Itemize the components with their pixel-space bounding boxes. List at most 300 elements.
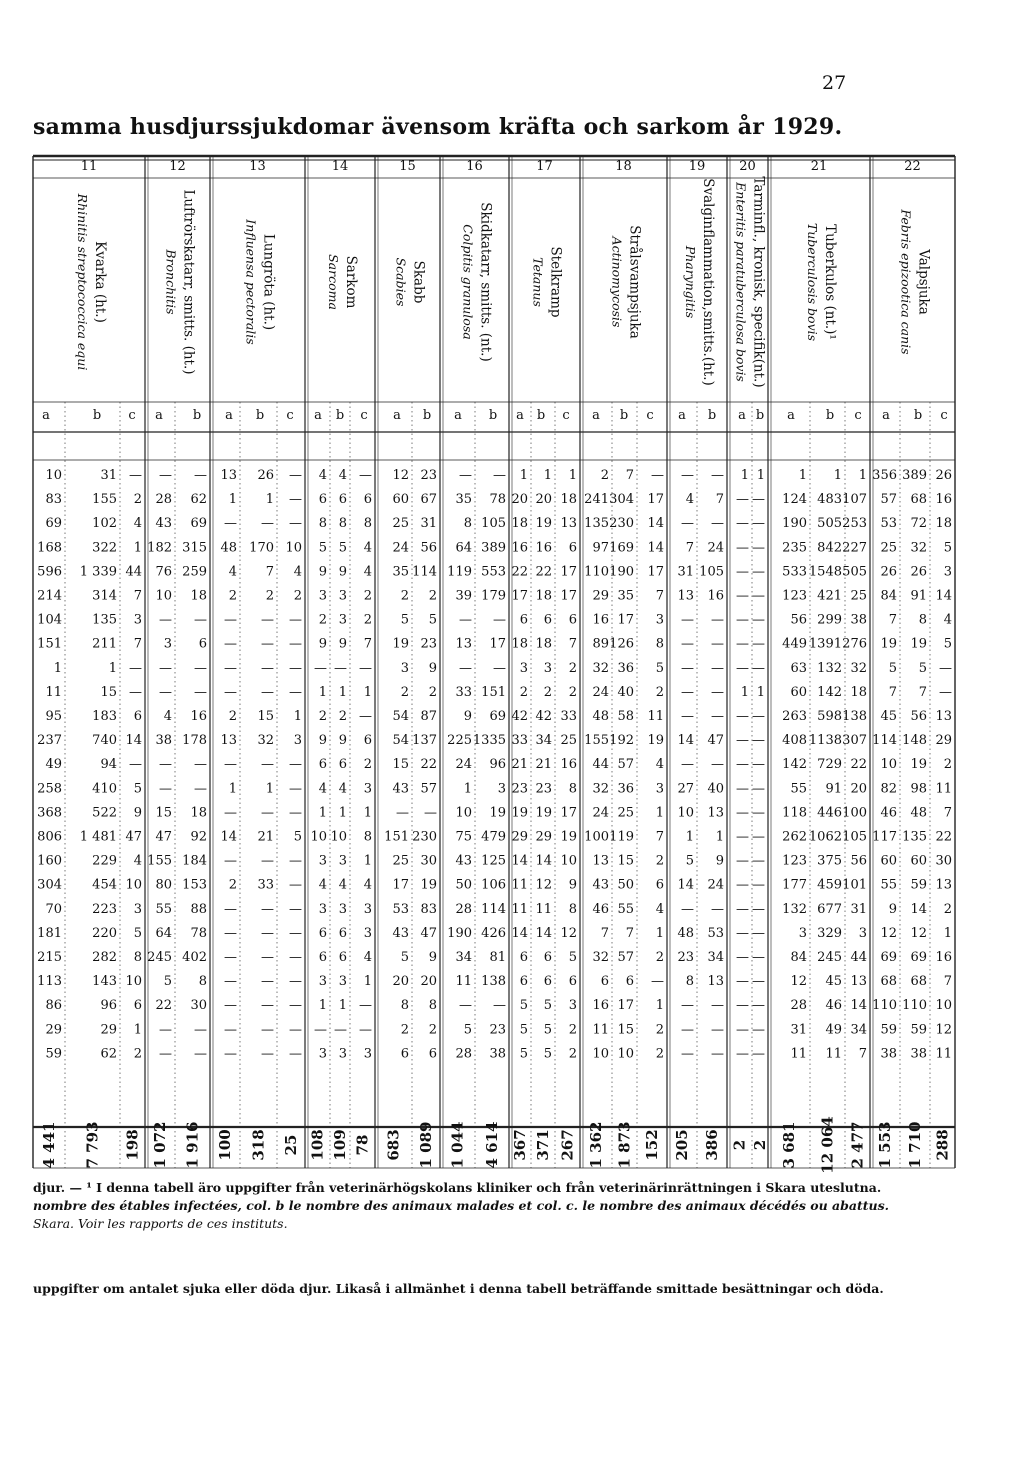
table-cell: 235 [782,540,807,556]
table-cell: — [289,853,302,869]
table-cell: 19 [535,516,552,532]
table-cell: 3 [318,974,327,990]
table-cell: 5 [519,1022,528,1038]
table-cell: 69 [910,950,927,965]
table-cell: 230 [609,516,634,532]
table-cell: 245 [817,950,842,965]
table-cell: 2 [943,757,952,773]
disease-latin-name: Scabies [393,257,409,307]
table-cell: 6 [363,492,372,508]
table-cell: 596 [37,564,62,580]
table-cell: 28 [790,998,807,1014]
table-cell: 6 [519,974,528,990]
table-cell: 5 [519,1046,528,1062]
table-cell: 17 [647,564,664,580]
table-cell: 50 [617,877,634,893]
table-cell: 82 [880,781,897,797]
table-cell: — [736,974,749,990]
table-cell: — [939,684,952,700]
table-cell: — [736,588,749,604]
table-cell: — [194,1046,207,1062]
column-letter: c [646,408,654,423]
table-cell: 18 [535,636,552,652]
group-number: 18 [615,159,632,174]
table-cell: 19 [560,829,577,845]
table-cell: 63 [790,660,807,676]
table-cell: — [752,925,765,941]
total-cell: 1 044 [448,1121,467,1169]
table-cell: 33 [257,877,274,893]
table-cell: — [752,709,765,724]
column-letter: a [42,408,50,423]
table-cell: — [261,1022,274,1038]
table-cell: 7 [265,564,274,580]
total-cell: 2 477 [848,1121,867,1169]
table-cell: 55 [155,901,172,917]
table-cell: 29 [100,1022,117,1038]
table-cell: 8 [363,516,372,532]
table-cell: 1 [133,1022,142,1038]
table-cell: — [261,757,274,773]
total-cell: 205 [673,1129,691,1161]
table-cell: — [752,733,765,749]
table-cell: — [289,636,302,652]
disease-name: Stelkramp [547,246,564,318]
table-cell: 18 [190,588,207,604]
table-cell: 5 [943,636,952,652]
table-cell: 19 [392,636,409,652]
table-cell: — [129,660,142,676]
table-cell: 35 [617,588,634,604]
table-cell: 22 [850,757,867,773]
table-cell: 57 [617,757,634,773]
table-cell: 1 [655,998,664,1014]
table-cell: 19 [489,805,506,821]
table-cell: 299 [817,612,842,628]
table-cell: 26 [935,468,952,483]
table-cell: 5 [163,974,172,990]
table-cell: — [681,612,694,628]
table-cell: 3 [363,1046,372,1062]
table-cell: — [224,516,237,532]
total-cell: 1 710 [906,1121,924,1169]
table-cell: 11 [511,901,528,917]
table-cell: 178 [182,733,207,749]
table-cell: 2 [318,709,327,724]
table-cell: 28 [455,1046,472,1062]
table-cell: 17 [617,612,634,628]
table-cell: 258 [37,781,62,797]
table-cell: 21 [535,757,552,773]
table-cell: 62 [190,492,207,508]
table-cell: 30 [935,853,952,869]
table-cell: 4 [685,492,694,508]
table-cell: — [261,974,274,990]
table-cell: 48 [592,709,609,724]
table-cell: — [681,1022,694,1038]
table-cell: 46 [592,901,609,917]
table-cell: — [681,757,694,773]
table-cell: 10 [880,757,897,773]
disease-latin-name: Influensa pectoralis [243,219,259,345]
table-cell: 6 [338,925,347,941]
table-cell: 1 [543,468,552,483]
table-cell: 151 [37,636,62,652]
table-cell: 262 [782,829,807,845]
table-cell: 13 [455,636,472,652]
table-cell: 6 [338,757,347,773]
table-cell: 5 [338,540,347,556]
table-cell: — [752,974,765,990]
table-cell: 125 [481,853,506,869]
table-cell: 22 [535,564,552,580]
table-cell: 22 [420,757,437,773]
table-cell: 7 [858,1046,867,1062]
table-cell: 22 [935,829,952,845]
table-cell: 3 [655,612,664,628]
table-cell: — [224,925,237,941]
table-cell: 56 [850,853,867,869]
table-cell: 14 [511,853,528,869]
table-cell: 1 [338,684,347,700]
table-cell: 14 [677,877,694,893]
table-cell: 29 [535,829,552,845]
table-cell: 8 [655,636,664,652]
column-letter: b [488,408,498,423]
table-cell: 17 [617,998,634,1014]
table-cell: 83 [45,492,62,508]
table-cell: — [752,588,765,604]
table-cell: 13 [220,733,237,749]
table-cell: 10 [155,588,172,604]
table-cell: 13 [677,588,694,604]
table-cell: 2 [655,1046,664,1062]
table-cell: — [681,468,694,483]
table-cell: 10 [617,1046,634,1062]
group-number: 21 [810,159,828,174]
table-cell: 19 [910,757,927,773]
table-cell: 6 [318,950,327,965]
table-cell: 22 [155,998,172,1014]
table-cell: 7 [363,636,372,652]
table-cell: 7 [888,612,897,628]
table-cell: 356 [872,468,897,483]
table-cell: 75 [455,829,472,845]
table-cell: 8 [685,974,694,990]
table-cell: 29 [511,829,528,845]
table-cell: — [752,805,765,821]
table-cell: 3 [163,636,172,652]
table-cell: 225 [447,733,472,749]
table-cell: — [129,468,142,483]
table-cell: 56 [910,709,927,724]
table-cell: 6 [600,974,609,990]
table-cell: 153 [182,877,207,893]
table-cell: — [711,901,724,917]
table-cell: 276 [842,636,867,652]
table-cell: — [129,684,142,700]
table-cell: 34 [535,733,552,749]
table-cell: 230 [412,829,437,845]
table-cell: 9 [318,564,327,580]
table-cell: — [314,1022,327,1038]
total-cell: 371 [534,1129,552,1161]
table-cell: — [651,974,664,990]
table-cell: 2 [568,1022,577,1038]
table-cell: 7 [943,805,952,821]
table-cell: — [261,901,274,917]
table-cell: 2 [133,1046,142,1062]
table-cell: — [736,660,749,676]
column-letter: b [422,408,432,423]
table-cell: 20 [392,974,409,990]
table-cell: 314 [92,588,117,604]
table-cell: 60 [880,853,897,869]
table-cell: 253 [842,516,867,532]
table-cell: 12 [392,468,409,483]
table-cell: 104 [37,612,62,628]
table-cell: 38 [850,612,867,628]
footnote-4: uppgifter om antalet sjuka eller döda djur. Likaså i allmänhet i denna tabell beträffande smittade besättningar och döda. [33,1281,884,1296]
table-cell: 3 [943,564,952,580]
table-cell: — [261,853,274,869]
table-cell: 105 [699,564,724,580]
table-cell: 12 [935,1022,952,1038]
table-cell: 6 [519,950,528,965]
table-cell: 215 [37,950,62,965]
table-cell: — [396,805,409,821]
total-cell: 78 [353,1134,372,1156]
table-cell: 14 [677,733,694,749]
table-cell: 1 [363,684,372,700]
table-cell: 806 [37,829,62,845]
table-cell: 182 [147,540,172,556]
table-cell: 45 [825,974,842,990]
table-cell: 6 [318,925,327,941]
group-number: 19 [688,159,706,174]
total-cell: 1 072 [151,1121,169,1169]
total-cell: 25 [282,1134,300,1156]
column-letter: a [225,408,233,423]
total-cell: 108 [308,1129,327,1161]
table-cell: 7 [685,540,694,556]
table-cell: — [459,660,472,676]
table-cell: 522 [92,805,117,821]
footnote-3: Skara. Voir les rapports de ces instituts. [33,1216,288,1231]
table-cell: 2 [228,709,237,724]
table-cell: 12 [880,925,897,941]
table-cell: 23 [489,1022,506,1038]
table-cell: 5 [519,998,528,1014]
table-cell: 4 [338,468,347,483]
table-cell: 135 [92,612,117,628]
table-cell: 2 [228,588,237,604]
table-cell: 28 [455,901,472,917]
table-cell: 12 [560,925,577,941]
table-cell: 3 [338,853,347,869]
table-cell: — [159,1046,172,1062]
table-cell: 64 [155,925,172,941]
table-cell: — [261,950,274,965]
table-cell: — [261,660,274,676]
table-cell: 263 [782,709,807,724]
table-cell: 2 [428,588,437,604]
table-cell: 44 [592,757,609,773]
table-cell: 11 [935,1046,952,1062]
table-cell: 5 [685,853,694,869]
table-cell: 110 [584,564,609,580]
table-cell: — [314,660,327,676]
table-cell: 1 [265,492,274,508]
table-cell: 24 [455,757,472,773]
table-cell: 31 [420,516,437,532]
table-cell: 2 [265,588,274,604]
table-cell: — [752,998,765,1014]
table-cell: 23 [420,636,437,652]
table-cell: 3 [363,901,372,917]
table-cell: 1 [108,660,117,676]
table-cell: — [359,709,372,724]
table-cell: — [752,540,765,556]
table-cell: 14 [511,925,528,941]
table-cell: 39 [455,588,472,604]
column-letter: c [286,408,294,423]
disease-latin-name: Enteritis paratuberculosa bovis [733,182,749,382]
table-cell: — [224,660,237,676]
table-cell: 15 [257,709,274,724]
table-cell: 184 [182,853,207,869]
table-cell: — [493,468,506,483]
table-cell: — [289,781,302,797]
disease-latin-name: Bronchitis [163,249,179,315]
table-cell: — [711,636,724,652]
table-cell: 2 [363,612,372,628]
table-cell: — [194,468,207,483]
table-cell: 1 339 [79,564,117,580]
table-cell: 223 [92,901,117,917]
table-cell: 36 [617,781,634,797]
column-letter: c [360,408,368,423]
column-letter: a [155,408,163,423]
table-cell: 6 [363,733,372,749]
table-cell: 114 [872,733,897,749]
table-cell: — [289,901,302,917]
table-cell: 30 [420,853,437,869]
table-cell: 3 [338,1046,347,1062]
table-cell: 20 [511,492,528,508]
table-cell: 6 [338,950,347,965]
table-cell: 5 [943,540,952,556]
table-cell: 95 [45,709,62,724]
table-cell: 740 [92,733,117,749]
table-cell: 84 [880,588,897,604]
table-cell: 19 [910,636,927,652]
table-cell: 2 [400,684,409,700]
table-cell: — [711,612,724,628]
column-letter: a [738,408,746,423]
table-cell: — [289,684,302,700]
table-cell: — [459,468,472,483]
table-cell: — [681,709,694,724]
table-cell: — [493,998,506,1014]
table-cell: 7 [133,588,142,604]
table-cell: 42 [535,709,552,724]
table-cell: 19 [535,805,552,821]
table-cell: 78 [489,492,506,508]
table-cell: 102 [92,516,117,532]
table-cell: — [289,516,302,532]
table-cell: 6 [568,540,577,556]
table-cell: 14 [647,540,664,556]
table-cell: — [289,805,302,821]
table-cell: 49 [45,757,62,773]
group-number: 13 [249,159,266,174]
table-cell: 57 [880,492,897,508]
table-cell: 59 [45,1046,62,1062]
table-cell: 151 [384,829,409,845]
table-cell: 53 [392,901,409,917]
table-cell: 12 [910,925,927,941]
table-cell: — [711,684,724,700]
table-cell: 368 [37,805,62,821]
column-letter: c [562,408,570,423]
column-letter: a [314,408,322,423]
table-cell: 76 [155,564,172,580]
table-cell: — [159,757,172,773]
table-cell: 13 [850,974,867,990]
table-cell: 2 [363,588,372,604]
table-cell: 13 [707,805,724,821]
table-cell: — [289,1022,302,1038]
table-cell: — [681,901,694,917]
table-cell: — [261,636,274,652]
table-cell: 2 [600,468,609,483]
table-cell: 2 [568,1046,577,1062]
table-cell: 1 [463,781,472,797]
table-cell: 33 [560,709,577,724]
table-cell: 16 [592,998,609,1014]
table-cell: 142 [817,684,842,700]
table-cell: — [711,1022,724,1038]
table-cell: 33 [455,684,472,700]
table-cell: 11 [45,684,62,700]
table-cell: 33 [511,733,528,749]
table-cell: 72 [910,516,927,532]
table-cell: 3 [798,925,807,941]
table-cell: 69 [45,516,62,532]
table-cell: 94 [100,757,117,773]
total-cell: 2 [730,1139,749,1151]
table-cell: 1 [363,805,372,821]
table-cell: 80 [155,877,172,893]
table-cell: — [752,901,765,917]
table-cell: — [224,950,237,965]
table-cell: 322 [92,540,117,556]
table-cell: 16 [707,588,724,604]
table-cell: 54 [392,709,409,724]
table-cell: 53 [880,516,897,532]
table-cell: 190 [782,516,807,532]
table-cell: 426 [481,925,506,941]
table-cell: — [159,612,172,628]
column-letter: a [882,408,890,423]
total-cell: 367 [511,1129,529,1161]
table-cell: 148 [902,733,927,749]
table-cell: 5 [543,1022,552,1038]
table-cell: 190 [609,564,634,580]
table-cell: — [736,901,749,917]
table-cell: 8 [363,829,372,845]
